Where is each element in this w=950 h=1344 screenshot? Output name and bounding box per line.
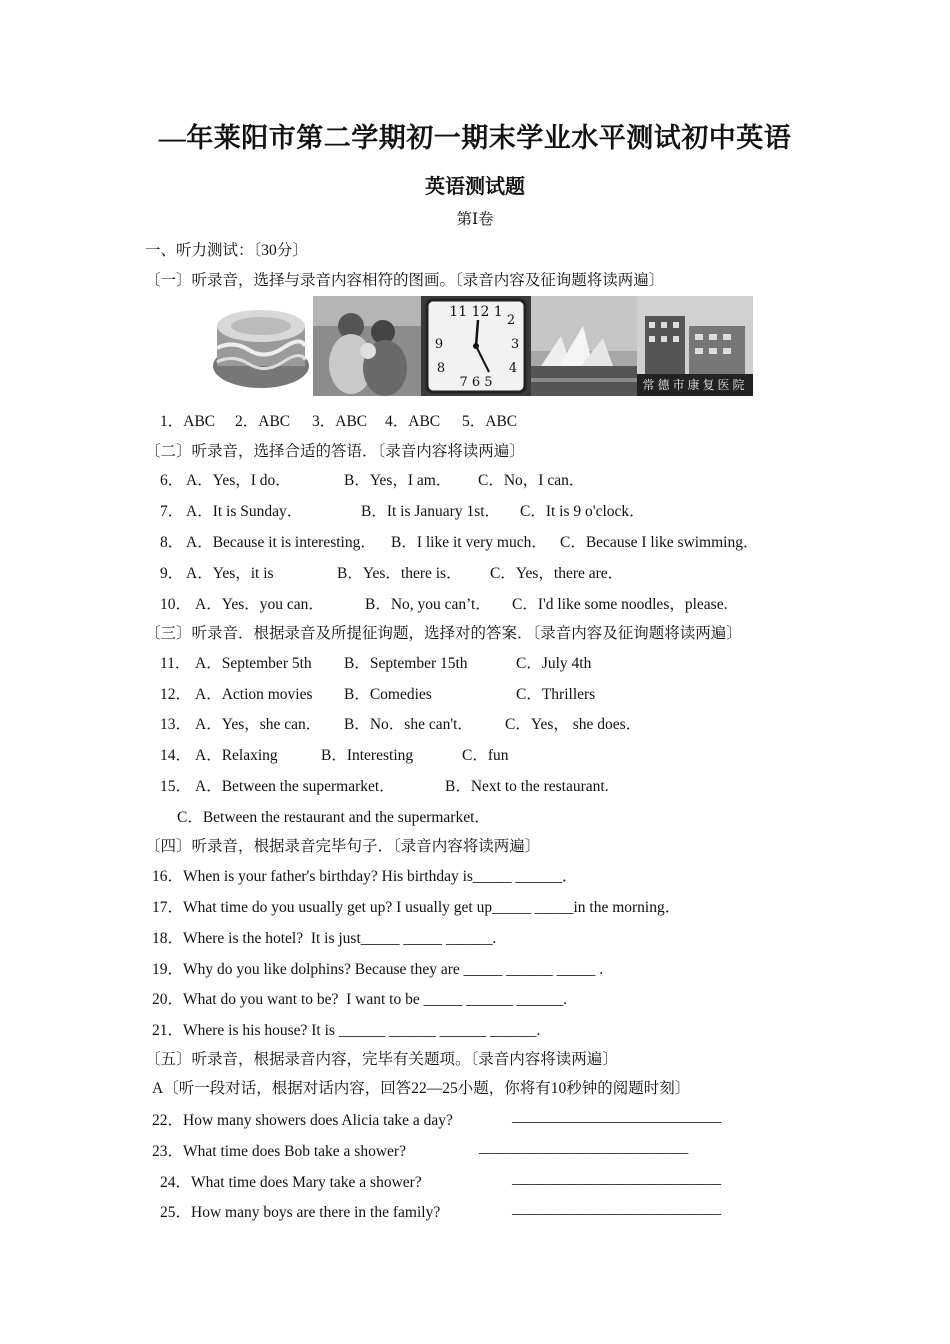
question-number: 13． (160, 716, 192, 733)
page-title: —年莱阳市第二学期初一期末学业水平测试初中英语 (158, 123, 792, 153)
option-a: A．Relaxing (195, 747, 278, 764)
question-text: 22．How many showers does Alicia take a day? (152, 1112, 453, 1129)
volume-label: 第Ⅰ卷 (456, 211, 494, 228)
question-number: 11． (160, 655, 191, 672)
part1-answer-4: 4．ABC (385, 413, 441, 430)
option-a: A．Because it is interesting． (186, 534, 376, 551)
option-a: A．Between the supermarket． (195, 778, 395, 795)
option-a: A．Yes，she can． (195, 716, 322, 733)
question-number: 9． (160, 565, 184, 582)
question-text: 23．What time does Bob take a shower? (152, 1143, 406, 1160)
question-number: 14． (160, 747, 192, 764)
question-number: 10． (160, 596, 192, 613)
answer-blank[interactable]: ___________________________ (512, 1170, 722, 1187)
option-a: A．Yes，I do． (186, 472, 291, 489)
question-16: 16．When is your father's birthday? His birthday is_____ ______． (152, 868, 578, 885)
question-text: 24．What time does Mary take a shower? (160, 1174, 422, 1191)
option-b: B．Comedies (344, 686, 432, 703)
question-text: 25．How many boys are there in the family? (160, 1204, 441, 1221)
option-c: C．Thrillers (516, 686, 596, 703)
svg-text:7 6 5: 7 6 5 (459, 375, 493, 390)
svg-text:4: 4 (508, 361, 518, 376)
option-c: C．Because I like swimming． (560, 534, 759, 551)
svg-text:9: 9 (434, 337, 444, 352)
option-b: B．It is January 1st． (361, 503, 501, 520)
question-number: 8． (160, 534, 184, 551)
option-a: A．Yes，it is (186, 565, 274, 582)
part5-instruction: 〔五〕听录音，根据录音内容，完毕有关题项。〔录音内容将读两遍〕 (145, 1051, 618, 1068)
part1-answer-1: 1．ABC (160, 413, 216, 430)
option-c: C．Yes， she does． (505, 716, 642, 733)
section-heading-listening: 一、听力测试：〔30分〕 (145, 242, 308, 259)
part1-answer-2: 2．ABC (235, 413, 291, 430)
option-a: A．September 5th (195, 655, 312, 672)
option-c: C．Yes，there are． (490, 565, 624, 582)
question-number: 6． (160, 472, 184, 489)
cake-picture (203, 296, 313, 396)
part1-answer-3: 3．ABC (312, 413, 368, 430)
clock-picture (421, 296, 531, 396)
option-b: B．Yes．there is． (337, 565, 462, 582)
question-17: 17．What time do you usually get up? I usually get up_____ _____in the morning． (152, 899, 681, 916)
option-b: B．No．she can't． (344, 716, 473, 733)
option-b: B．I like it very much． (391, 534, 547, 551)
option-b: B．Next to the restaurant. (445, 778, 609, 795)
answer-blank[interactable]: ___________________________ (512, 1108, 722, 1125)
people-picture (313, 296, 421, 396)
hospital-picture (637, 296, 753, 396)
option-b: B．Yes，I am． (344, 472, 452, 489)
option-c: C．No，I can． (478, 472, 585, 489)
part2-instruction: 〔二〕听录音，选择合适的答语．〔录音内容将读两遍〕 (145, 443, 525, 460)
option-c: C．Between the restaurant and the supermarket． (177, 809, 490, 826)
question-21: 21．Where is his house? It is ______ ______ ______ ______. (152, 1022, 541, 1039)
option-b: B．September 15th (344, 655, 468, 672)
part5a-instruction: A〔听一段对话，根据对话内容，回答22—25小题，你将有10秒钟的阅题时刻〕 (152, 1080, 691, 1097)
answer-blank[interactable]: ___________________________ (479, 1139, 689, 1156)
question-number: 15． (160, 778, 192, 795)
question-number: 7． (160, 503, 184, 520)
question-19: 19．Why do you like dolphins? Because they are _____ ______ _____ . (152, 961, 604, 978)
svg-text:11 12 1: 11 12 1 (449, 304, 503, 320)
picture-strip (203, 296, 753, 396)
part3-instruction: 〔三〕听录音．根据录音及所提征询题，选择对的答案．〔录音内容及征询题将读两遍〕 (145, 625, 742, 642)
question-number: 12． (160, 686, 192, 703)
option-a: A．Yes．you can． (195, 596, 324, 613)
option-c: C．I'd like some noodles，please. (512, 596, 728, 613)
question-18: 18．Where is the hotel? It is just_____ _____ ______. (152, 930, 497, 947)
page-subtitle: 英语测试题 (425, 176, 525, 198)
answer-blank[interactable]: ___________________________ (512, 1200, 722, 1217)
option-c: C．fun (462, 747, 509, 764)
part4-instruction: 〔四〕听录音，根据录音完毕句子．〔录音内容将读两遍〕 (145, 838, 541, 855)
option-b: B．Interesting (321, 747, 414, 764)
option-a: A．It is Sunday． (186, 503, 303, 520)
question-20: 20．What do you want to be? I want to be _____ ______ ______. (152, 991, 567, 1008)
svg-text:2: 2 (506, 313, 516, 328)
option-c: C．July 4th (516, 655, 592, 672)
hospital-sign-text: 常德市康复医院 (642, 378, 748, 392)
option-b: B．No, you can’t． (365, 596, 491, 613)
svg-text:8: 8 (436, 361, 446, 376)
svg-text:3: 3 (510, 337, 520, 352)
option-c: C．It is 9 o'clock． (520, 503, 645, 520)
opera-house-picture (531, 296, 637, 396)
part1-answer-5: 5．ABC (462, 413, 518, 430)
part1-instruction: 〔一〕听录音，选择与录音内容相符的图画。〔录音内容及征询题将读两遍〕 (145, 272, 665, 289)
option-a: A．Action movies (195, 686, 313, 703)
